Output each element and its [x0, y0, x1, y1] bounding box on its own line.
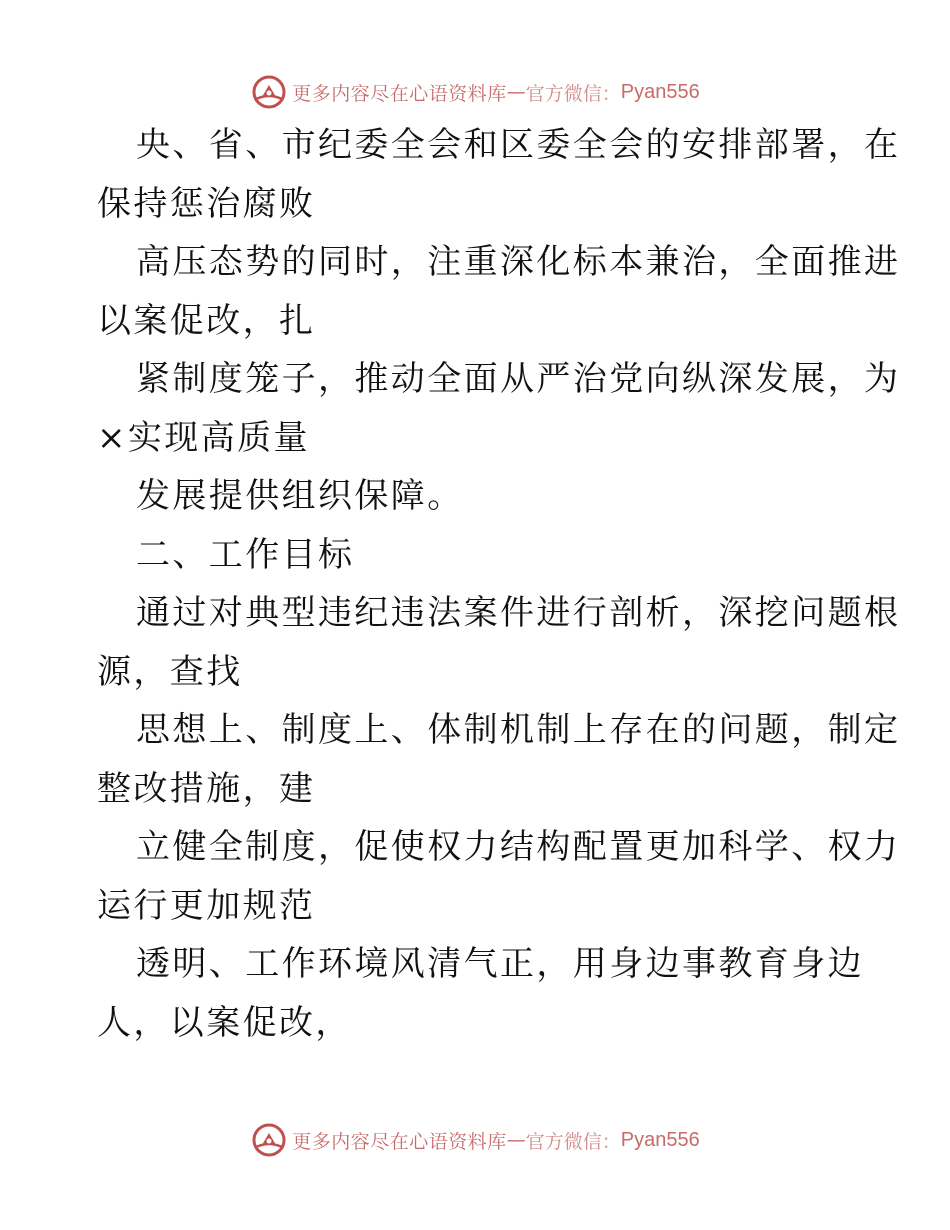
text-line: 央、省、市纪委全会和区委全会的安排部署，在	[136, 125, 901, 165]
header-watermark	[0, 70, 950, 114]
text-line: 保持惩治腐败	[97, 183, 316, 224]
watermark-separator: —	[506, 81, 526, 103]
watermark-text: 更多内容尽在心语资料库	[292, 1130, 507, 1153]
watermark-wechat-id: Pyan556	[620, 1128, 700, 1151]
watermark-logo-icon	[250, 1121, 288, 1159]
watermark-logo-icon	[250, 73, 288, 111]
text-line: 立健全制度，促使权力结构配置更加科学、权力	[136, 827, 901, 867]
text-line: 运行更加规范	[97, 885, 316, 926]
text-line: 高压态势的同时，注重深化标本兼治，全面推进	[136, 242, 901, 282]
watermark-text: 更多内容尽在心语资料库	[292, 82, 507, 105]
section-heading: 二、工作目标	[136, 534, 355, 575]
text-line: 紧制度笼子，推动全面从严治党向纵深发展，为	[136, 359, 901, 399]
watermark-wechat-label: 官方微信：	[525, 1130, 621, 1153]
watermark-wechat-id: Pyan556	[620, 80, 700, 103]
text-line: 人，以案促改，	[97, 1002, 352, 1043]
text-line: 通过对典型违纪违法案件进行剖析，深挖问题根	[136, 593, 901, 633]
text-line: ×实现高质量	[97, 417, 310, 458]
text-line: 透明、工作环境风清气正，用身边事教育身边	[136, 944, 864, 984]
text-line: 以案促改，扎	[97, 300, 316, 341]
document-body	[97, 116, 901, 1052]
text-line: 思想上、制度上、体制机制上存在的问题，制定	[136, 710, 901, 750]
watermark-wechat-label: 官方微信：	[525, 82, 621, 105]
text-line: 整改措施，建	[97, 768, 316, 809]
text-line: 源，查找	[97, 651, 243, 692]
text-line: 发展提供组织保障。	[136, 476, 464, 516]
watermark-separator: —	[506, 1129, 526, 1151]
footer-watermark	[0, 1118, 950, 1162]
